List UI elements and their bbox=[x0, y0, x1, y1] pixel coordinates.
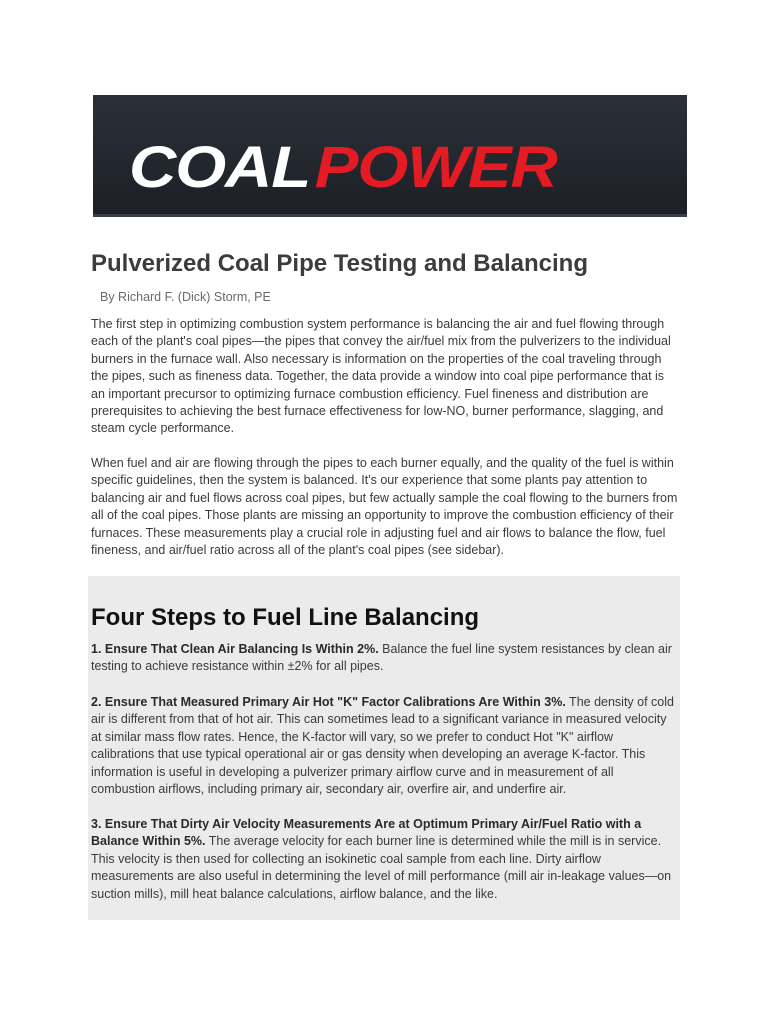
coal-power-banner bbox=[93, 95, 687, 217]
step-1-heading: 1. Ensure That Clean Air Balancing Is Within 2%. bbox=[91, 642, 379, 656]
logo-coal-text: COAL bbox=[129, 135, 311, 200]
sidebar-step-3 bbox=[91, 816, 679, 903]
step-3-text: The average velocity for each burner line is determined while the mill is in service. This velocity is then used for collecting an isokinetic coal sample from each line. Dirty airflow measurements are also useful in determining the level of mill performance (mill air in-leakage values—on suction mills), mill heat balance calculations, airflow balance, and the like. bbox=[91, 834, 672, 901]
step-3-heading: 3. Ensure That Dirty Air Velocity Measurements Are at Optimum Primary Air/Fuel Ratio with a Balance Within 5%. bbox=[91, 817, 642, 849]
sidebar-step-2 bbox=[91, 694, 679, 798]
sidebar-step-1 bbox=[91, 641, 679, 676]
banner-divider bbox=[93, 214, 687, 217]
logo-power-text: POWER bbox=[314, 135, 557, 200]
coal-power-logo bbox=[129, 135, 557, 200]
step-2-text: The density of cold air is different from that of hot air. This can sometimes lead to a significant variance in measured velocity at similar mass flow rates. Hence, the K-factor will vary, so we prefer to conduct Hot "K" airflow calibrations that use typical operational air or gas density when developing an average K-factor. This information is useful in developing a pulverizer primary airflow curve and in measurement of all combustion airflows, including primary air, secondary air, overfire air, and underfire air. bbox=[91, 695, 674, 797]
article-paragraph-1: The first step in optimizing combustion system performance is balancing the air and fuel flowing through each of the plant's coal pipes—the pipes that convey the air/fuel mix from the pulverizers to the individual burners in the furnace wall. Also necessary is information on the properties of the coal traveling through the pipes, such as fineness data. Together, the data provide a window into coal pipe performance that is an important precursor to optimizing furnace combustion efficiency. Fuel fineness and distribution are prerequisites to achieving the best furnace effectiveness for low-NO, burner performance, slagging, and steam cycle performance. bbox=[91, 317, 671, 436]
sidebar-title: Four Steps to Fuel Line Balancing bbox=[91, 604, 480, 631]
article-byline: By Richard F. (Dick) Storm, PE bbox=[100, 290, 271, 304]
step-1-text: Balance the fuel line system resistances by clean air testing to achieve resistance within ±2% for all pipes. bbox=[91, 642, 672, 674]
article-title: Pulverized Coal Pipe Testing and Balancing bbox=[91, 250, 588, 277]
step-2-heading: 2. Ensure That Measured Primary Air Hot "K" Factor Calibrations Are Within 3%. bbox=[91, 695, 566, 709]
article-paragraph-2: When fuel and air are flowing through the pipes to each burner equally, and the quality of the fuel is within specific guidelines, then the system is balanced. It's our experience that some plants pay attention to balancing air and fuel flows across coal pipes, but few actually sample the coal flowing to the burners from all of the coal pipes. Those plants are missing an opportunity to improve the combustion efficiency of their furnaces. These measurements play a crucial role in adjusting fuel and air flows to balance the flow, fuel fineness, and air/fuel ratio across all of the plant's coal pipes (see sidebar). bbox=[91, 456, 678, 558]
